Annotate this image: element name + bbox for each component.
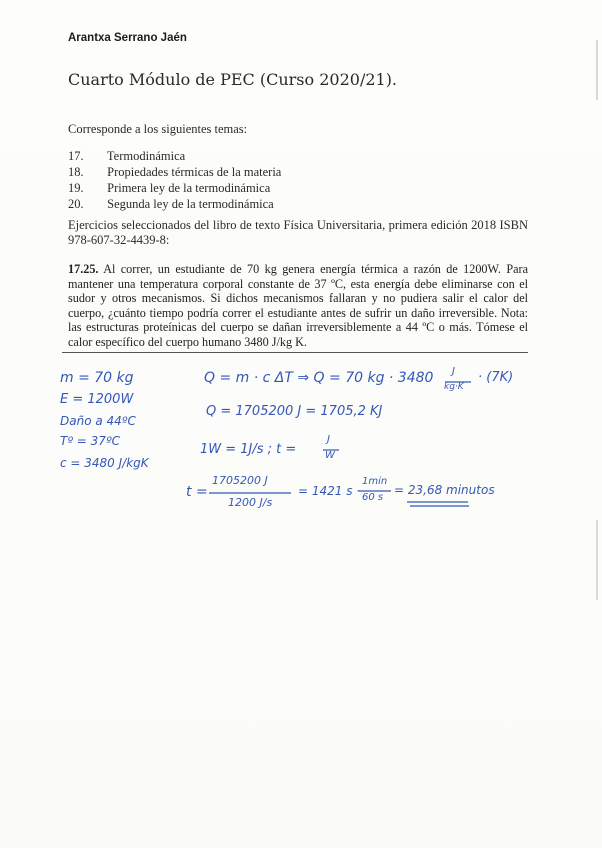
handwritten-given-power: E = 1200W: [60, 392, 134, 407]
topic-number: 18.: [68, 165, 84, 179]
section-divider: [62, 352, 528, 353]
list-item: [68, 180, 528, 196]
fraction-bar: [208, 491, 292, 495]
handwritten-unit-numerator: J: [452, 366, 455, 377]
handwritten-minute-numerator: 1min: [362, 476, 388, 487]
handwritten-delta-t: · (7K): [478, 370, 514, 385]
list-item: [68, 196, 528, 212]
author-name: Arantxa Serrano Jaén: [68, 32, 187, 44]
handwritten-time-numerator: J: [327, 434, 330, 445]
answer-underline: [406, 500, 470, 508]
handwritten-unit-denominator: kg·K: [444, 382, 464, 392]
handwritten-given-specific-heat: c = 3480 J/kgK: [60, 456, 149, 470]
scan-edge: [596, 40, 598, 100]
topic-label: Propiedades térmicas de la materia: [107, 165, 282, 179]
topic-number: 17.: [68, 149, 84, 163]
topic-number: 20.: [68, 197, 84, 211]
topic-label: Termodinámica: [106, 149, 186, 163]
problem-number: 17.25.: [68, 262, 99, 276]
handwritten-watt-definition: 1W = 1J/s ; t =: [200, 442, 297, 457]
handwritten-power-denominator: 1200 J/s: [228, 496, 273, 509]
handwritten-time-denominator: W: [325, 450, 335, 461]
handwritten-heat-result: Q = 1705200 J = 1705,2 KJ: [206, 404, 383, 419]
handwritten-energy-numerator: 1705200 J: [212, 474, 268, 487]
handwritten-seconds-result: = 1421 s ·: [298, 484, 361, 498]
handwritten-final-answer: = 23,68 minutos: [394, 483, 495, 497]
list-item: [68, 148, 528, 164]
topic-label: Segunda ley de la termodinámica: [107, 197, 274, 211]
topic-label: Primera ley de la termodinámica: [107, 181, 271, 195]
problem-statement: [68, 262, 528, 350]
source-reference: Ejercicios seleccionados del libro de texto Física Universitaria, primera edición 2018 ISBN 978-607-32-4439-8:: [68, 218, 528, 247]
handwritten-given-temperature: Tº = 37ºC: [60, 434, 120, 448]
handwritten-equation-heat: Q = m · c ΔT ⇒ Q = 70 kg · 3480: [204, 370, 434, 386]
handwritten-given-damage: Daño a 44ºC: [60, 414, 136, 428]
topic-number: 19.: [68, 181, 84, 195]
problem-text: Al correr, un estudiante de 70 kg genera energía térmica a razón de 1200W. Para mantener una temperatura corporal constante de 37 ºC, esta energía debe eliminarse con el sudor y otros mecanismos. Si dichos mecanismos fallaran y no pudiera salir el calor del cuerpo, ¿cuánto tiempo podría correr el estudiante antes de sufrir un daño irreversible. Nota: las estructuras proteínicas del cuerpo se dañan irreversiblemente a 44 ºC o más. Tómese el calor específico del cuerpo humano 3480 J/kg K.: [68, 262, 528, 349]
handwritten-time-label: t =: [186, 484, 208, 500]
handwritten-given-mass: m = 70 kg: [60, 370, 134, 386]
document-title: Cuarto Módulo de PEC (Curso 2020/21).: [68, 70, 398, 89]
scan-edge: [596, 520, 598, 600]
intro-text: Corresponde a los siguientes temas:: [68, 122, 248, 136]
topic-list: [68, 148, 528, 212]
handwritten-minute-denominator: 60 s: [362, 492, 384, 503]
list-item: [68, 164, 528, 180]
